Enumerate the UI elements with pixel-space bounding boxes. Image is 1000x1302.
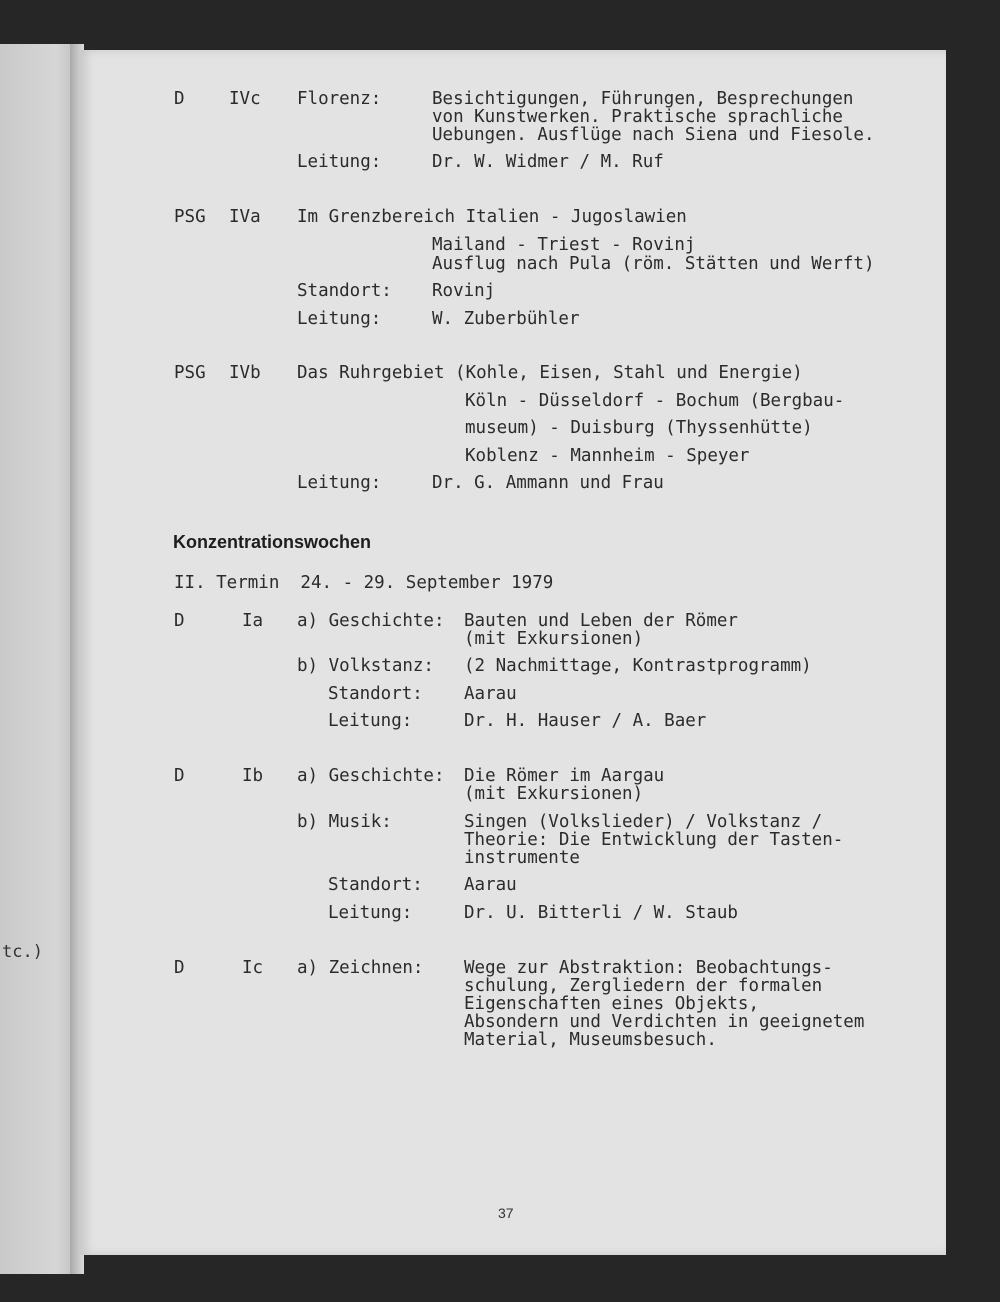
course-title: Das Ruhrgebiet (Kohle, Eisen, Stahl und Energie) xyxy=(297,363,803,383)
row-label: Leitung: xyxy=(297,309,382,329)
row-label: b) Musik: xyxy=(297,812,392,832)
course-group: Ib xyxy=(242,766,264,786)
row-text-line: Dr. G. Ammann und Frau xyxy=(432,473,664,493)
row-text-line: Rovinj xyxy=(432,281,496,301)
row-label: Leitung: xyxy=(328,711,413,731)
row-text-line: schulung, Zergliedern der formalen xyxy=(464,976,823,996)
row-text-line: Bauten und Leben der Römer xyxy=(464,611,738,631)
course-code: D xyxy=(174,766,185,786)
row-label: Standort: xyxy=(297,281,392,301)
row-text-line: (mit Exkursionen) xyxy=(464,784,644,804)
course-group: IVb xyxy=(229,363,261,383)
course-code: D xyxy=(174,89,185,109)
row-text-line: von Kunstwerken. Praktische sprachliche xyxy=(432,107,843,127)
row-label: Leitung: xyxy=(297,152,382,172)
section-heading: Konzentrationswochen xyxy=(173,532,372,552)
course-title-line: Koblenz - Mannheim - Speyer xyxy=(465,446,750,466)
row-label: a) Zeichnen: xyxy=(297,958,424,978)
row-label: Florenz: xyxy=(297,89,382,109)
row-label: a) Geschichte: xyxy=(297,611,445,631)
course-title-line: Köln - Düsseldorf - Bochum (Bergbau- xyxy=(465,391,845,411)
course-group: IVa xyxy=(229,207,261,227)
row-text-line: Eigenschaften eines Objekts, xyxy=(464,994,760,1014)
left-facing-page xyxy=(0,44,80,1274)
row-text-line: W. Zuberbühler xyxy=(432,309,580,329)
course-title: Im Grenzbereich Italien - Jugoslawien xyxy=(297,207,687,227)
row-text-line: Besichtigungen, Führungen, Besprechungen xyxy=(432,89,854,109)
course-title-line: museum) - Duisburg (Thyssenhütte) xyxy=(465,418,813,438)
row-text-line: Theorie: Die Entwicklung der Tasten- xyxy=(464,830,844,850)
row-text-line: Dr. W. Widmer / M. Ruf xyxy=(432,152,664,172)
row-text-line: Die Römer im Aargau xyxy=(464,766,665,786)
row-text-line: Dr. U. Bitterli / W. Staub xyxy=(464,903,738,923)
row-text-line: Singen (Volkslieder) / Volkstanz / xyxy=(464,812,823,832)
document-page xyxy=(80,50,946,1255)
row-text-line: Absondern und Verdichten in geeignetem xyxy=(464,1012,865,1032)
row-text-line: Dr. H. Hauser / A. Baer xyxy=(464,711,707,731)
row-label: a) Geschichte: xyxy=(297,766,445,786)
course-code: PSG xyxy=(174,207,206,227)
page-number: 37 xyxy=(498,1205,514,1221)
row-label: b) Volkstanz: xyxy=(297,656,434,676)
row-text-line: Uebungen. Ausflüge nach Siena und Fiesole. xyxy=(432,125,875,145)
left-page-text-fragment: tc.) xyxy=(2,942,43,962)
row-text-line: (2 Nachmittage, Kontrastprogramm) xyxy=(464,656,812,676)
termin-line: II. Termin 24. - 29. September 1979 xyxy=(174,573,554,593)
course-title-line: Ausflug nach Pula (röm. Stätten und Werft) xyxy=(432,254,875,274)
course-code: D xyxy=(174,958,185,978)
row-label: Leitung: xyxy=(297,473,382,493)
row-label: Leitung: xyxy=(328,903,413,923)
course-code: D xyxy=(174,611,185,631)
course-code: PSG xyxy=(174,363,206,383)
row-text-line: Aarau xyxy=(464,875,517,895)
row-text-line: Wege zur Abstraktion: Beobachtungs- xyxy=(464,958,833,978)
course-group: Ia xyxy=(242,611,264,631)
row-text-line: instrumente xyxy=(464,848,580,868)
row-text-line: Aarau xyxy=(464,684,517,704)
course-title-line: Mailand - Triest - Rovinj xyxy=(432,235,696,255)
row-label: Standort: xyxy=(328,684,423,704)
row-text-line: Material, Museumsbesuch. xyxy=(464,1030,717,1050)
row-label: Standort: xyxy=(328,875,423,895)
course-group: Ic xyxy=(242,958,264,978)
row-text-line: (mit Exkursionen) xyxy=(464,629,644,649)
course-group: IVc xyxy=(229,89,261,109)
